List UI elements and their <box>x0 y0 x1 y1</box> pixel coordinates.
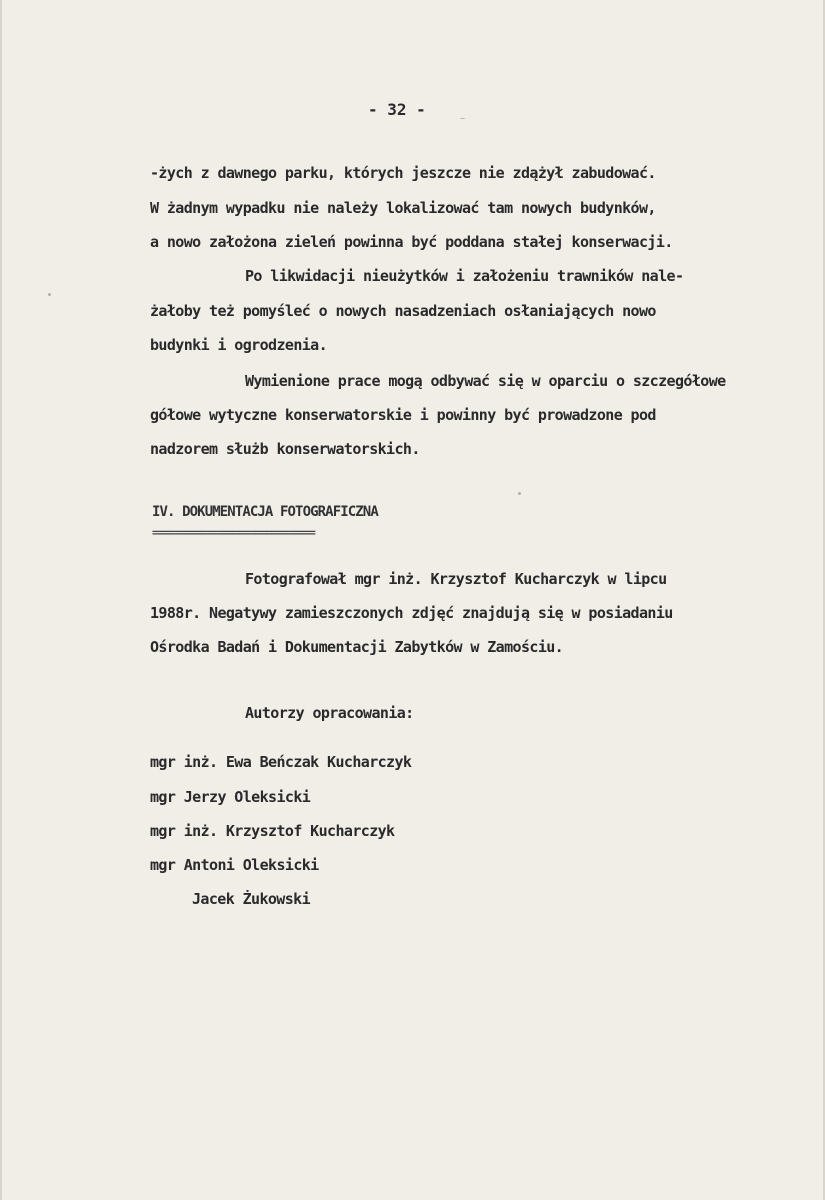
section-heading-underline: ============================== <box>152 526 315 539</box>
paper-speck <box>460 118 465 119</box>
paragraph-1-line-2: W żadnym wypadku nie należy lokalizować tam nowych budynków, <box>150 199 656 217</box>
paragraph-1-line-3: a nowo założona zieleń powinna być poddana stałej konserwacji. <box>150 233 673 251</box>
paragraph-2-line-1: Po likwidacji nieużytków i założeniu trawników nale- <box>245 267 684 285</box>
paper-speck <box>48 293 51 296</box>
paragraph-2-line-3: budynki i ogrodzenia. <box>150 336 328 354</box>
page-number: - 32 - <box>368 100 426 119</box>
paragraph-3-line-1: Wymienione prace mogą odbywać się w oparciu o szczegółowe <box>245 372 726 390</box>
author-name: mgr inż. Ewa Beńczak Kucharczyk <box>150 753 412 771</box>
paragraph-4-line-3: Ośrodka Badań i Dokumentacji Zabytków w Zamościu. <box>150 638 564 656</box>
paragraph-3-line-2: gółowe wytyczne konserwatorskie i powinny być prowadzone pod <box>150 406 656 424</box>
paper-speck <box>518 492 521 495</box>
paragraph-4-line-1: Fotografował mgr inż. Krzysztof Kucharczyk w lipcu <box>245 570 667 588</box>
paragraph-4-line-2: 1988r. Negatywy zamieszczonych zdjęć znajdują się w posiadaniu <box>150 604 673 622</box>
author-name: mgr inż. Krzysztof Kucharczyk <box>150 822 395 840</box>
section-heading: IV. DOKUMENTACJA FOTOGRAFICZNA <box>152 504 378 520</box>
author-name: mgr Antoni Oleksicki <box>150 856 319 874</box>
author-name: mgr Jerzy Oleksicki <box>150 788 311 806</box>
author-name: Jacek Żukowski <box>192 890 311 908</box>
paragraph-1-line-1: -żych z dawnego parku, których jeszcze nie zdążył zabudować. <box>150 164 656 182</box>
authors-heading: Autorzy opracowania: <box>245 704 414 722</box>
paragraph-3-line-3: nadzorem służb konserwatorskich. <box>150 440 420 458</box>
paragraph-2-line-2: żałoby też pomyśleć o nowych nasadzeniach osłaniających nowo <box>150 302 656 320</box>
